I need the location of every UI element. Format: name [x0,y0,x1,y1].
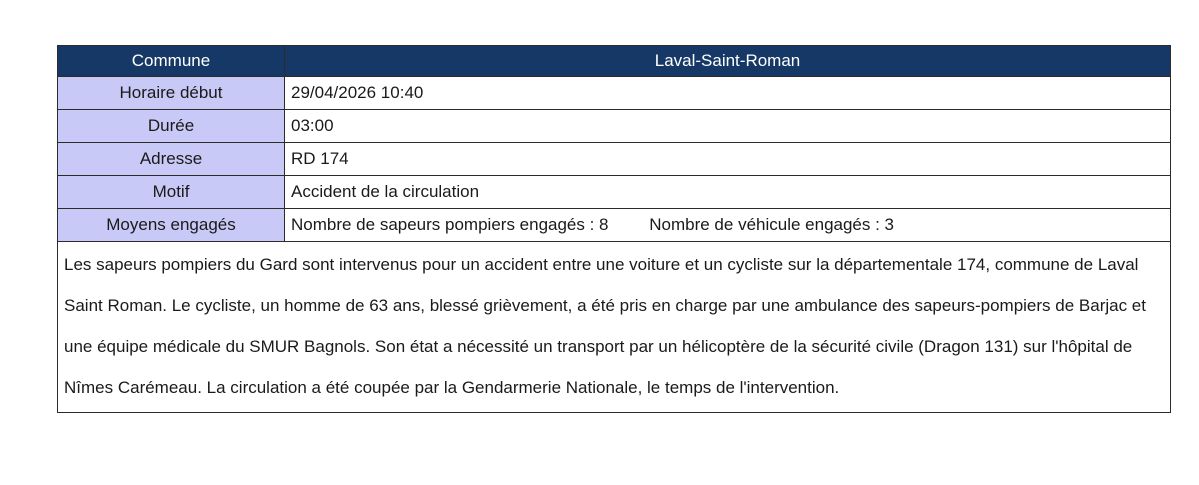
row-adresse [58,143,1171,176]
row-horaire-debut [58,77,1171,110]
moyens-engages-label: Moyens engagés [58,209,285,242]
commune-value: Laval-Saint-Roman [285,46,1171,77]
intervention-description: Les sapeurs pompiers du Gard sont intervenus pour un accident entre une voiture et un cycliste sur la départementale 174, commune de Laval Saint Roman. Le cycliste, un homme de 63 ans, blessé grièvement, a été pris en charge par une ambulance des sapeurs-pompiers de Barjac et une équipe médicale du SMUR Bagnols. Son état a nécessité un transport par un hélicoptère de la sécurité civile (Dragon 131) sur l'hôpital de Nîmes Carémeau. La circulation a été coupée par la Gendarmerie Nationale, le temps de l'intervention. [58,242,1171,413]
horaire-debut-value: 29/04/2026 10:40 [285,77,1171,110]
duree-value: 03:00 [285,110,1171,143]
moyens-engages-value [285,209,1171,242]
intervention-report-table [57,45,1171,413]
header-row [58,46,1171,77]
horaire-debut-label: Horaire début [58,77,285,110]
sapeurs-count-text: Nombre de sapeurs pompiers engagés : 8 [291,215,609,234]
adresse-label: Adresse [58,143,285,176]
vehicules-count-text: Nombre de véhicule engagés : 3 [649,215,895,234]
row-duree [58,110,1171,143]
motif-label: Motif [58,176,285,209]
row-moyens-engages [58,209,1171,242]
duree-label: Durée [58,110,285,143]
motif-value: Accident de la circulation [285,176,1171,209]
adresse-value: RD 174 [285,143,1171,176]
commune-label: Commune [58,46,285,77]
row-motif [58,176,1171,209]
row-description [58,242,1171,413]
